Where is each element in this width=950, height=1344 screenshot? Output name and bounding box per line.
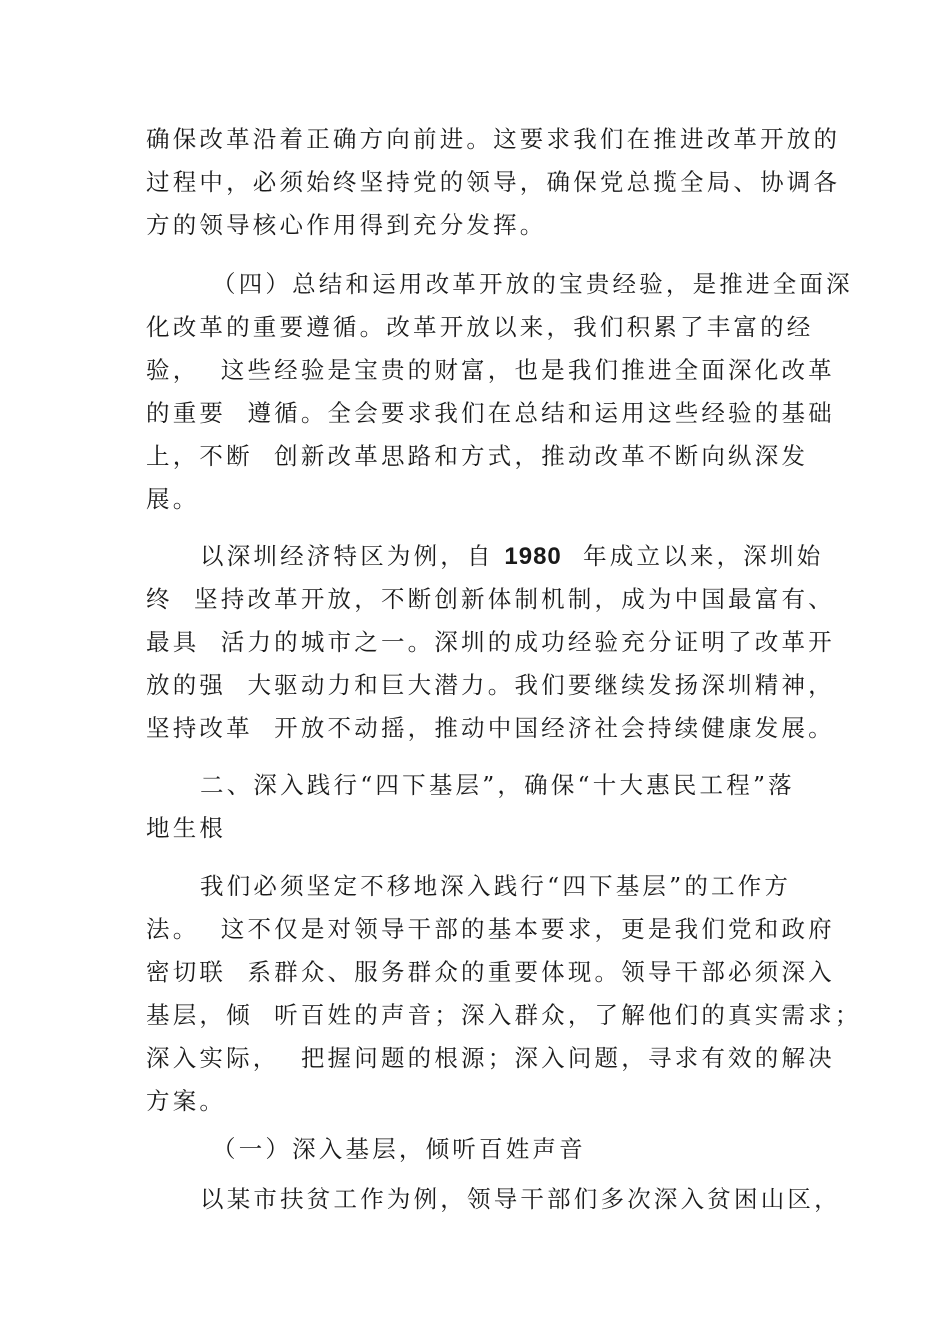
text-line: 最具 活力的城市之一。深圳的成功经验充分证明了改革开 xyxy=(146,628,835,656)
text-line: 方的领导核心作用得到充分发挥。 xyxy=(146,211,547,239)
text-line: 化改革的重要遵循。改革开放以来，我们积累了丰富的经 xyxy=(146,313,814,341)
text-line: 方案。 xyxy=(146,1087,227,1115)
text-line: 上，不断 创新改革思路和方式，推动改革不断向纵深发 xyxy=(146,442,809,470)
text-line: 基层，倾 听百姓的声音；深入群众，了解他们的真实需求； xyxy=(146,1001,862,1029)
text-line: 放的强 大驱动力和巨大潜力。我们要继续发扬深圳精神， xyxy=(146,671,835,699)
text-line: 确保改革沿着正确方向前进。这要求我们在推进改革开放的 xyxy=(146,125,841,153)
text-line: 法。 这不仅是对领导干部的基本要求，更是我们党和政府 xyxy=(146,915,835,943)
section-heading-line: （四）总结和运用改革开放的宝贵经验，是推进全面深 xyxy=(212,270,853,298)
section-heading-two xyxy=(146,764,816,850)
text-line xyxy=(146,535,824,578)
subsection-heading-one xyxy=(146,1128,816,1171)
text-fragment: 年成立以来，深圳始 xyxy=(561,542,824,570)
text-line: 终 坚持改革开放，不断创新体制机制，成为中国最富有、 xyxy=(146,585,835,613)
text-line: 的重要 遵循。全会要求我们在总结和运用这些经验的基础 xyxy=(146,399,835,427)
text-line: 以某市扶贫工作为例，领导干部们多次深入贫困山区， xyxy=(200,1185,841,1213)
text-line: 深入实际， 把握问题的根源；深入问题，寻求有效的解决 xyxy=(146,1044,835,1072)
text-line: 密切联 系群众、服务群众的重要体现。领导干部必须深入 xyxy=(146,958,835,986)
paragraph-four-grassroots xyxy=(146,865,862,1123)
heading-line: 二、深入践行“四下基层”，确保“十大惠民工程”落 xyxy=(200,771,795,799)
text-fragment: 以深圳经济特区为例，自 xyxy=(200,542,505,570)
text-line: 过程中，必须始终坚持党的领导，确保党总揽全局、协调各 xyxy=(146,168,841,196)
paragraph-section-four xyxy=(146,263,853,521)
paragraph-shenzhen-example xyxy=(146,535,835,750)
heading-line: 地生根 xyxy=(146,814,227,842)
text-line: 坚持改革 开放不动摇，推动中国经济社会持续健康发展。 xyxy=(146,714,835,742)
paragraph-poverty-example xyxy=(146,1178,841,1221)
text-line: 展。 xyxy=(146,485,200,513)
year-number: 1980 xyxy=(504,543,562,570)
paragraph-reform-direction xyxy=(146,118,841,247)
heading-line: （一）深入基层，倾听百姓声音 xyxy=(212,1135,586,1163)
text-line: 我们必须坚定不移地深入践行“四下基层”的工作方 xyxy=(200,872,792,900)
text-line: 验， 这些经验是宝贵的财富，也是我们推进全面深化改革 xyxy=(146,356,835,384)
